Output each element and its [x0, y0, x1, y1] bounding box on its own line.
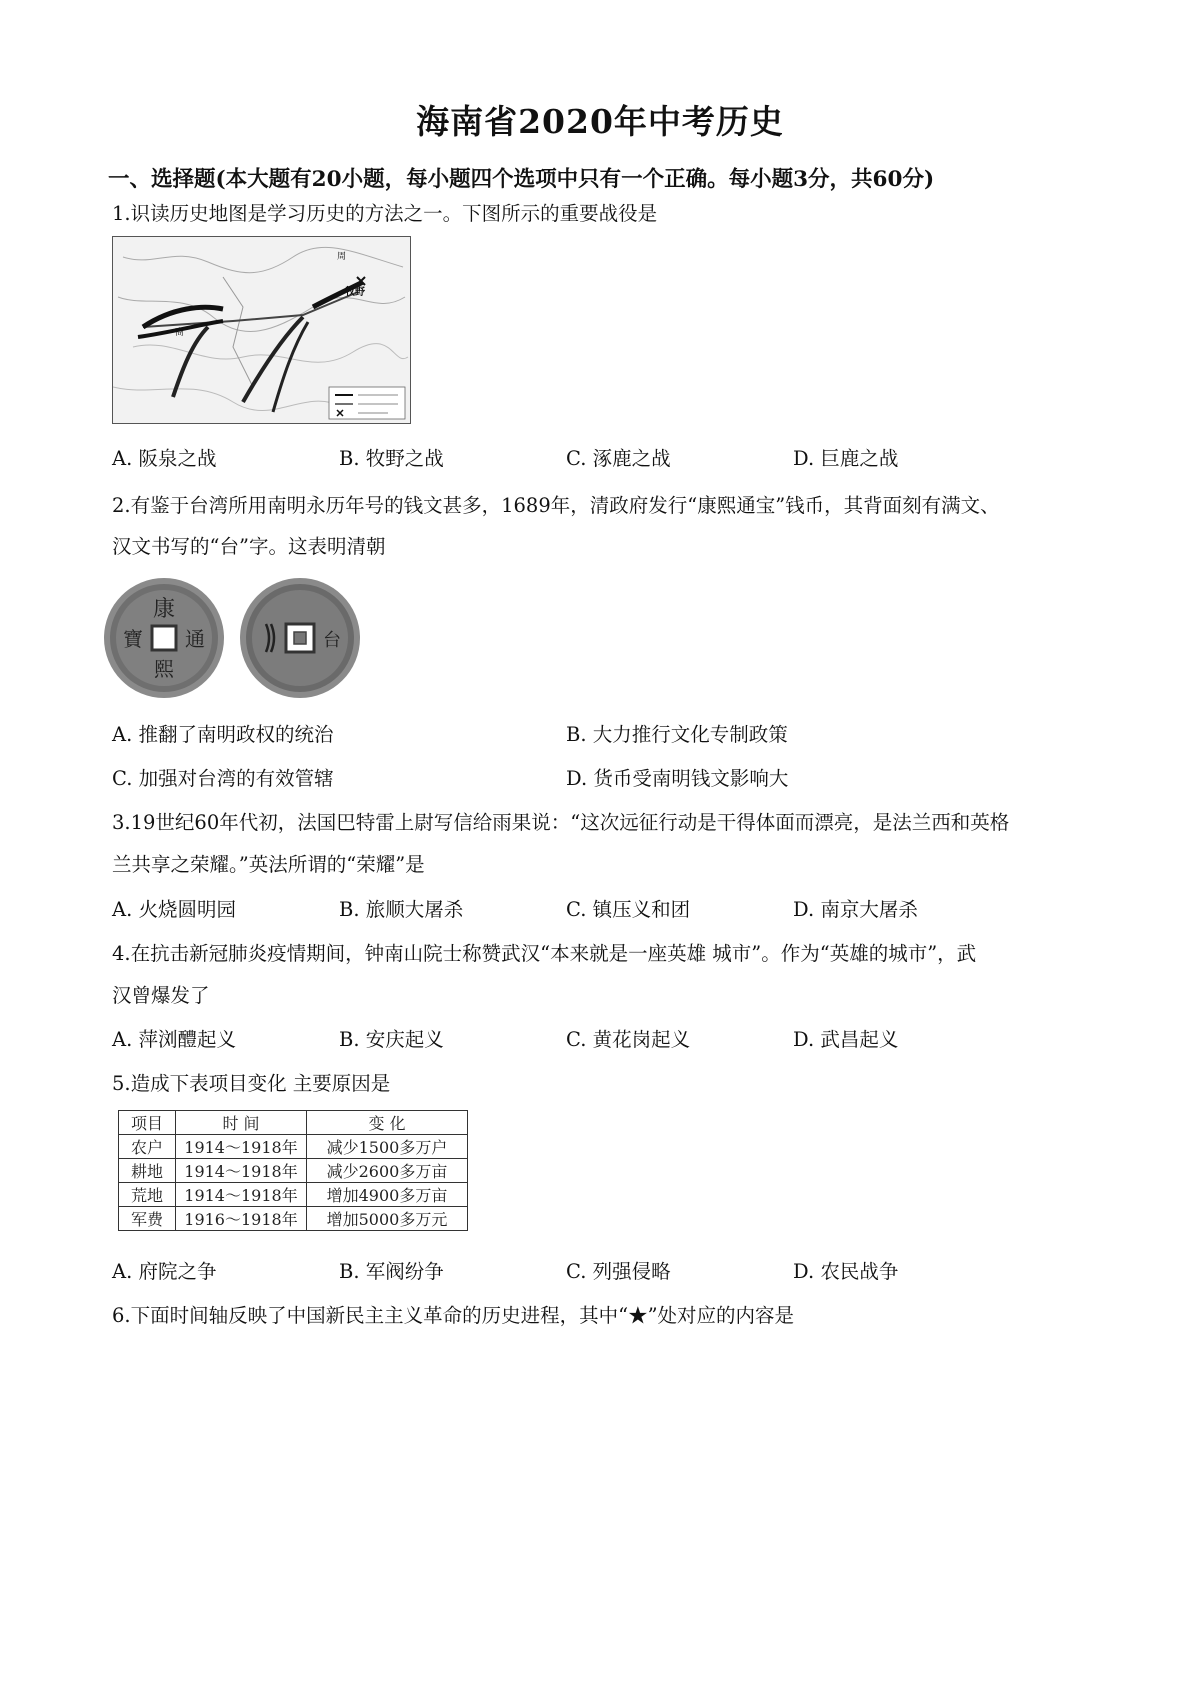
page-title: 海南省2020年中考历史 [416, 102, 784, 141]
q4-option-b[interactable]: B. 安庆起义 [339, 1028, 444, 1051]
table-cell: 减少1500多万户 [307, 1135, 468, 1159]
q2-option-d[interactable]: D. 货币受南明钱文影响大 [566, 767, 789, 790]
table-row [119, 1207, 468, 1231]
question-6-stem: 6.下面时间轴反映了中国新民主主义革命的历史进程，其中“★”处对应的内容是 [112, 1304, 795, 1327]
q4-option-a[interactable]: A. 萍浏醴起义 [112, 1028, 236, 1051]
table-header-row [119, 1111, 468, 1135]
q4-option-d[interactable]: D. 武昌起义 [793, 1028, 899, 1051]
question-5-stem: 5.造成下表项目变化 主要原因是 [112, 1072, 391, 1095]
question-5-table [118, 1110, 468, 1231]
table-cell: 1916～1918年 [176, 1207, 307, 1231]
q5-option-a[interactable]: A. 府院之争 [112, 1260, 217, 1283]
table-cell: 1914～1918年 [176, 1159, 307, 1183]
q1-option-a[interactable]: A. 阪泉之战 [112, 447, 217, 470]
table-cell: 增加5000多万元 [307, 1207, 468, 1231]
q1-option-d[interactable]: D. 巨鹿之战 [793, 447, 899, 470]
table-header-cell: 项目 [119, 1111, 176, 1135]
map-label-zhou: 周 [337, 252, 347, 262]
battle-map-figure [112, 236, 411, 424]
question-3-stem-line2: 兰共享之荣耀。”英法所谓的“荣耀”是 [112, 853, 425, 876]
q3-option-b[interactable]: B. 旅顺大屠杀 [339, 898, 464, 921]
q5-option-b[interactable]: B. 军阀纷争 [339, 1260, 444, 1283]
q1-option-c[interactable]: C. 涿鹿之战 [566, 447, 671, 470]
q2-option-c[interactable]: C. 加强对台湾的有效管辖 [112, 767, 334, 790]
map-label-muye: 牧野 [345, 287, 365, 298]
table-cell: 1914～1918年 [176, 1183, 307, 1207]
battle-map-image [113, 237, 410, 423]
q3-option-c[interactable]: C. 镇压义和团 [566, 898, 691, 921]
table-header-cell: 时 间 [176, 1111, 307, 1135]
question-1-stem: 1.识读历史地图是学习历史的方法之一。下图所示的重要战役是 [112, 202, 658, 225]
question-3-stem-line1: 3.19世纪60年代初，法国巴特雷上尉写信给雨果说：“这次远征行动是干得体面而漂亮，是法兰西和英格 [112, 811, 1010, 834]
coin-char-right: 通 [185, 627, 205, 651]
table-cell: 军费 [119, 1207, 176, 1231]
table-header-cell: 变 化 [307, 1111, 468, 1135]
coin-char-left: 寶 [123, 627, 143, 651]
q2-option-b[interactable]: B. 大力推行文化专制政策 [566, 723, 788, 746]
q3-option-d[interactable]: D. 南京大屠杀 [793, 898, 918, 921]
table-cell: 农户 [119, 1135, 176, 1159]
table-cell: 增加4900多万亩 [307, 1183, 468, 1207]
question-4-stem-line2: 汉曾爆发了 [112, 984, 210, 1007]
table-cell: 耕地 [119, 1159, 176, 1183]
table-cell: 1914～1918年 [176, 1135, 307, 1159]
question-2-stem-line1: 2.有鉴于台湾所用南明永历年号的钱文甚多，1689年，清政府发行“康熙通宝”钱币，其背面刻有满文、 [112, 494, 1000, 517]
coin-back-image [238, 576, 362, 700]
coin-char-top: 康 [152, 597, 176, 622]
table-row [119, 1159, 468, 1183]
q1-option-b[interactable]: B. 牧野之战 [339, 447, 444, 470]
coin-char-bottom: 熙 [154, 657, 174, 681]
q5-option-d[interactable]: D. 农民战争 [793, 1260, 899, 1283]
table-row [119, 1135, 468, 1159]
q4-option-c[interactable]: C. 黄花岗起义 [566, 1028, 691, 1051]
question-2-stem-line2: 汉文书写的“台”字。这表明清朝 [112, 535, 386, 558]
coin-front-image [102, 576, 226, 700]
q3-option-a[interactable]: A. 火烧圆明园 [112, 898, 236, 921]
q2-option-a[interactable]: A. 推翻了南明政权的统治 [112, 723, 334, 746]
table-cell: 荒地 [119, 1183, 176, 1207]
section-heading: 一、选择题(本大题有20小题，每小题四个选项中只有一个正确。每小题3分，共60分) [108, 167, 935, 192]
table-cell: 减少2600多万亩 [307, 1159, 468, 1183]
coin-back-char: 台 [323, 630, 341, 651]
q5-option-c[interactable]: C. 列强侵略 [566, 1260, 671, 1283]
question-4-stem-line1: 4.在抗击新冠肺炎疫情期间，钟南山院士称赞武汉“本来就是一座英雄 城市”。作为“英雄的城市”，武 [112, 942, 977, 965]
map-label-shang: 商 [175, 328, 185, 338]
table-row [119, 1183, 468, 1207]
